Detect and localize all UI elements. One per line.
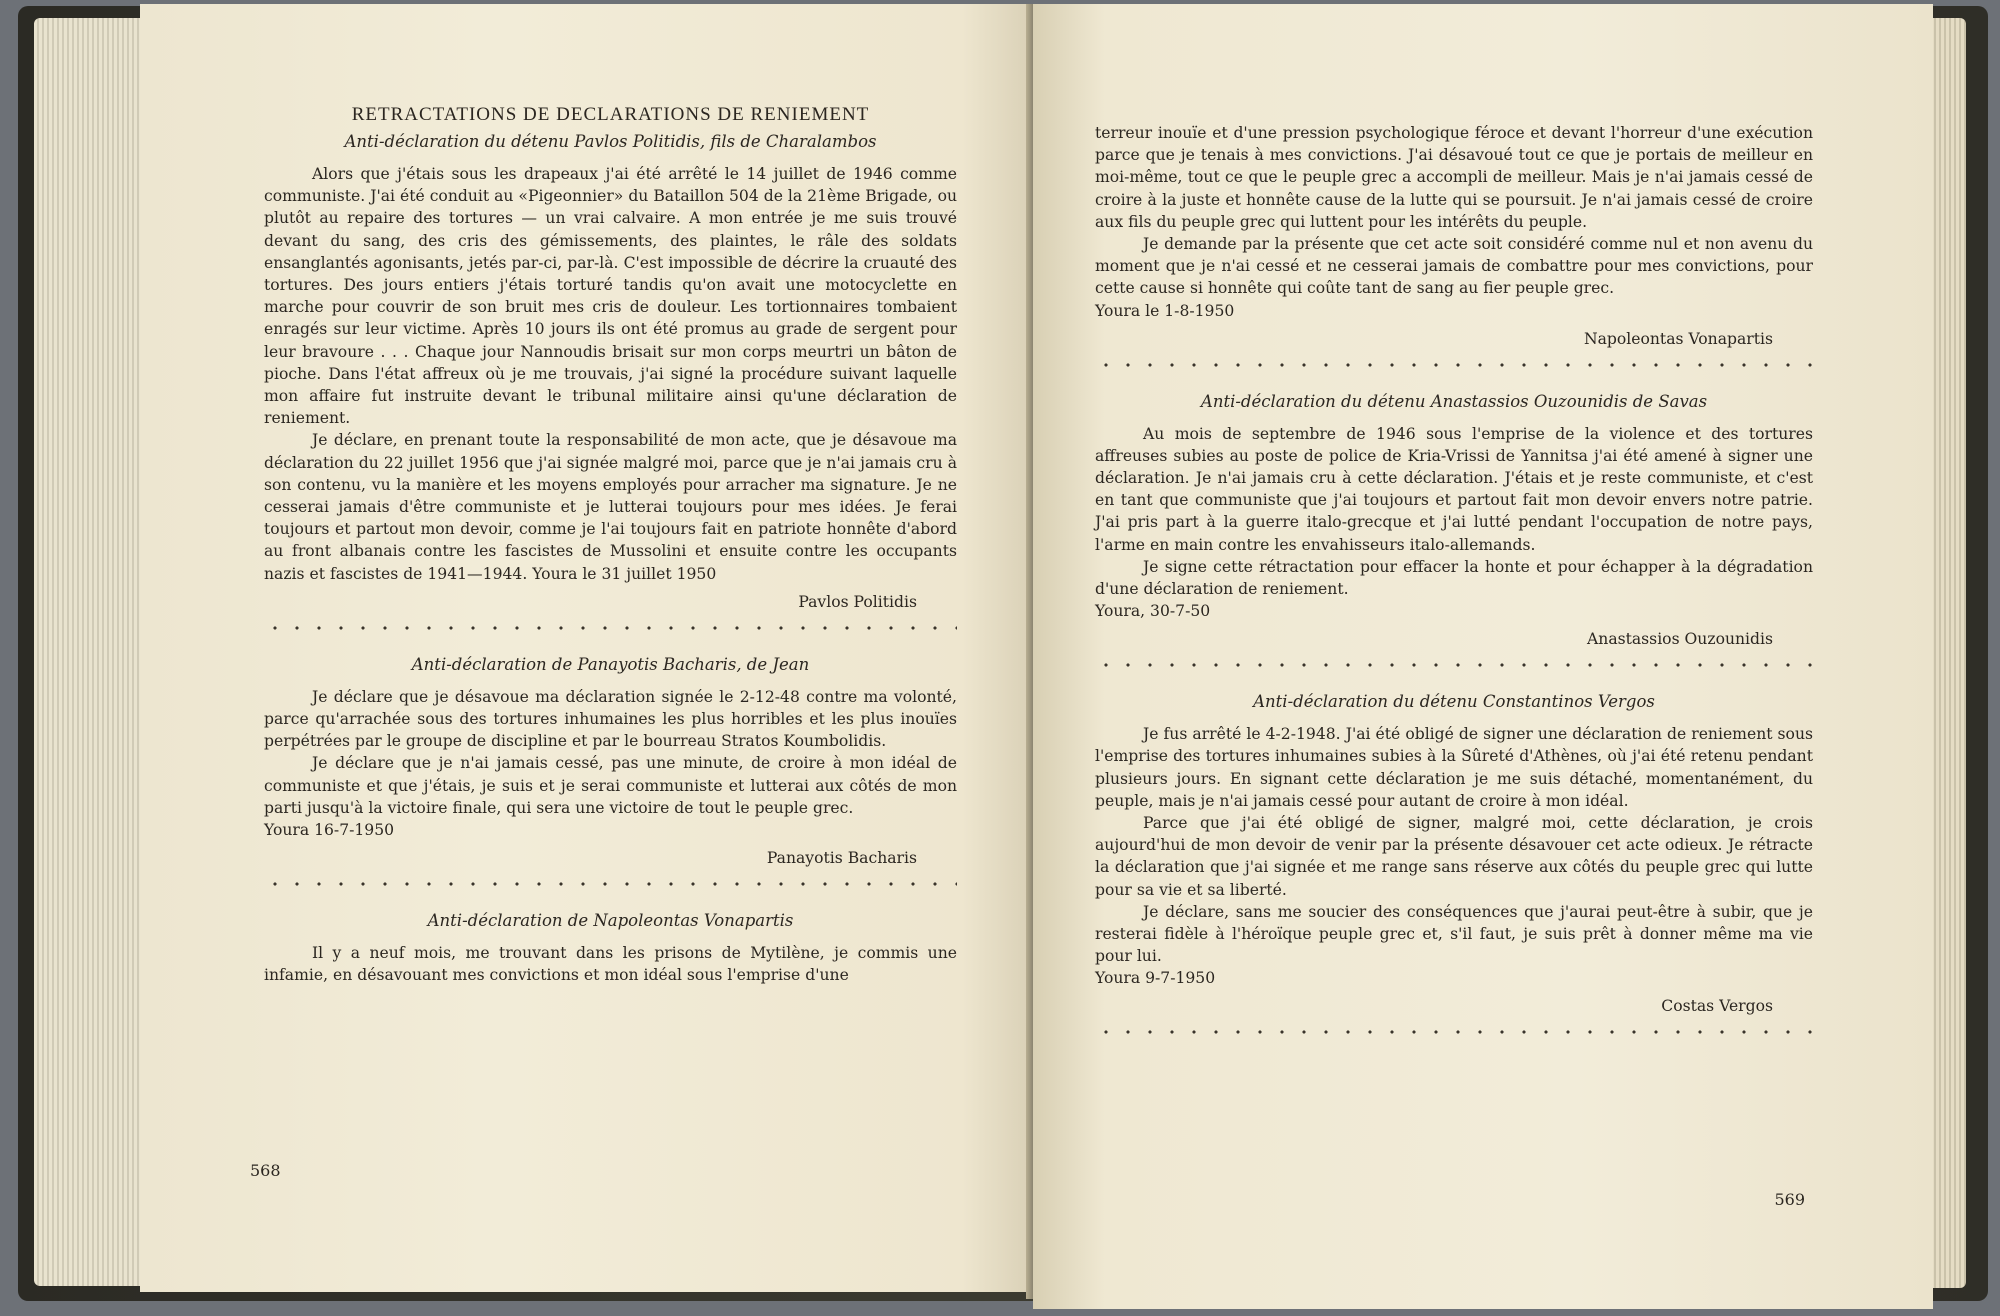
paragraph: Je déclare que je désavoue ma déclaration signée le 2-12-48 contre ma volonté, parce qu'arrachée sous des tortures inhumaines les plus horribles et les plus inouïes perpétrées par le groupe de discipline et par le bourreau Stratos Koumbolidis.	[264, 687, 957, 751]
date-line: Youra 16-7-1950	[264, 821, 395, 840]
signature: Napoleontas Vonapartis	[1583, 329, 1773, 348]
section-ouzounidis	[1095, 392, 1813, 651]
paragraph: Au mois de septembre de 1946 sous l'emprise de la violence et des tortures affreuses subies au poste de police de Kria-Vrissi de Yannitsa j'ai été amené à signer une déclaration. Je n'ai jamais cru à cette déclaration. J'étais et je reste communiste, et c'est en tant que communiste que j'ai toujours et partout fait mon devoir envers notre patrie. J'ai pris part à la guerre italo-grecque et j'ai lutté pendant l'occupation de notre pays, l'arme en main contre les envahisseurs italo-allemands.	[1095, 424, 1813, 554]
section-bacharis	[264, 655, 957, 869]
paragraph: Je demande par la présente que cet acte soit considéré comme nul et non avenu du moment que je n'ai cessé et ne cesserai jamais de combattre pour mes convictions, pour cette cause si honnête qui coûte tant de sang au fier peuple grec.	[1095, 235, 1813, 298]
paragraph: Je déclare, en prenant toute la responsabilité de mon acte, que je désavoue ma déclaration du 22 juillet 1956 que j'ai signée malgré moi, parce que je n'ai jamais cru à son contenu, vu la manière et les moyens employés pour arracher ma signature. Je ne cesserai jamais d'être communiste et je lutterai toujours pour mes idées. Je ferai toujours et partout mon devoir, comme je l'ai toujours fait en patriote honnête d'abord au front albanais contre les fascistes de Mussolini et ensuite contre les occupants nazis et fascistes de 1941—1944. Youra le 31 juillet 1950	[264, 431, 957, 583]
section-vonapartis	[264, 911, 957, 986]
paragraph: Je déclare, sans me soucier des conséquences que j'aurai peut-être à subir, que je resterai fidèle à l'héroïque peuple grec et, s'il faut, je suis prêt à donner même ma vie pour lui.	[1095, 902, 1813, 966]
date-line: Youra le 1-8-1950	[1095, 301, 1235, 320]
dotted-separator	[264, 623, 957, 633]
paragraph: Il y a neuf mois, me trouvant dans les prisons de Mytilène, je commis une infamie, en désavouant mes convictions et mon idéal sous l'emprise d'une	[264, 944, 957, 985]
paragraph: terreur inouïe et d'une pression psychologique féroce et devant l'horreur d'une exécution parce que je tenais à mes convictions. J'ai désavoué tout ce que je portais de meilleur en moi-même, tout ce que le peuple grec a accompli de meilleur. Mais je n'ai jamais cessé de croire à la juste et honnête cause de la lutte qui se poursuit. Je n'ai jamais cessé de croire aux fils du peuple grec qui luttent pour les intérêts du peuple.	[1095, 124, 1813, 231]
dotted-separator	[1095, 1027, 1813, 1037]
left-page	[140, 4, 1033, 1292]
section-title: Anti-déclaration du détenu Anastassios Ouzounidis de Savas	[1200, 391, 1708, 411]
signature: Anastassios Ouzounidis	[1587, 630, 1773, 649]
dotted-separator	[1095, 660, 1813, 670]
paragraph: Parce que j'ai été obligé de signer, malgré moi, cette déclaration, je crois aujourd'hui de mon devoir de venir par la présente désavouer cet acte odieux. Je rétracte la déclaration que j'ai signée et me range sans réserve aux côtés du peuple grec qui lutte pour sa vie et sa liberté.	[1095, 814, 1813, 899]
dotted-separator	[1095, 360, 1813, 370]
section-title: Anti-déclaration de Napoleontas Vonapartis	[427, 911, 794, 931]
section-politidis	[264, 132, 957, 613]
right-page	[1033, 4, 1933, 1309]
dotted-separator	[264, 879, 957, 889]
section-vergos	[1095, 692, 1813, 1017]
date-line: Youra, 30-7-50	[1095, 602, 1211, 621]
signature: Pavlos Politidis	[798, 592, 917, 611]
signature: Panayotis Bacharis	[766, 849, 917, 868]
page-number: 568	[250, 1161, 281, 1180]
paragraph: Je déclare que je n'ai jamais cessé, pas une minute, de croire à mon idéal de communiste et que j'étais, je suis et je serai communiste et lutterai aux côtés de mon parti jusqu'à la victoire finale, qui sera une victoire de tout le peuple grec.	[264, 754, 957, 817]
section-vonapartis-continued	[1095, 122, 1813, 350]
paragraph: Alors que j'étais sous les drapeaux j'ai été arrêté le 14 juillet de 1946 comme communiste. J'ai été conduit au «Pigeonnier» du Bataillon 504 de la 21ème Brigade, ou plutôt au repaire des tortures — un vrai calvaire. A mon entrée je me suis trouvé devant du sang, des cris des gémissements, des plaintes, le râle des soldats ensanglantés agonisants, jetés par-ci, par-là. C'est impossible de décrire la cruauté des tortures. Des jours entiers j'étais torturé tandis qu'on avait une motocyclette en marche pour couvrir de son bruit mes cris de douleur. Les tortionnaires tombaient enragés sur leur victime. Après 10 jours ils ont été promus au grade de sergent pour leur bravoure . . . Chaque jour Nannoudis brisait sur mon corps meurtri un bâton de pioche. Dans l'état affreux où je me trouvais, j'ai signé la procédure suivant laquelle mon affaire fut instruite devant le tribunal militaire ainsi qu'une déclaration de reniement.	[264, 165, 957, 428]
running-head: RETRACTATIONS DE DECLARATIONS DE RENIEMENT	[351, 104, 870, 125]
page-edges-left	[34, 18, 146, 1286]
page-number: 569	[1774, 1190, 1805, 1209]
date-line: Youra 9-7-1950	[1095, 969, 1216, 988]
section-title: Anti-déclaration du détenu Pavlos Politidis, fils de Charalambos	[344, 132, 877, 151]
section-title: Anti-déclaration de Panayotis Bacharis, de Jean	[411, 654, 810, 674]
section-title: Anti-déclaration du détenu Constantinos Vergos	[1253, 692, 1655, 712]
paragraph: Je signe cette rétractation pour effacer la honte et pour échapper à la dégradation d'une déclaration de reniement.	[1095, 557, 1813, 599]
paragraph: Je fus arrêté le 4-2-1948. J'ai été obligé de signer une déclaration de reniement sous l'emprise des tortures inhumaines subies à la Sûreté d'Athènes, où j'ai été retenu pendant plusieurs jours. En signant cette déclaration je me suis détaché, momentanément, du peuple, mais je n'ai jamais cessé pour autant de croire à mon idéal.	[1095, 725, 1813, 810]
signature: Costas Vergos	[1661, 997, 1773, 1016]
